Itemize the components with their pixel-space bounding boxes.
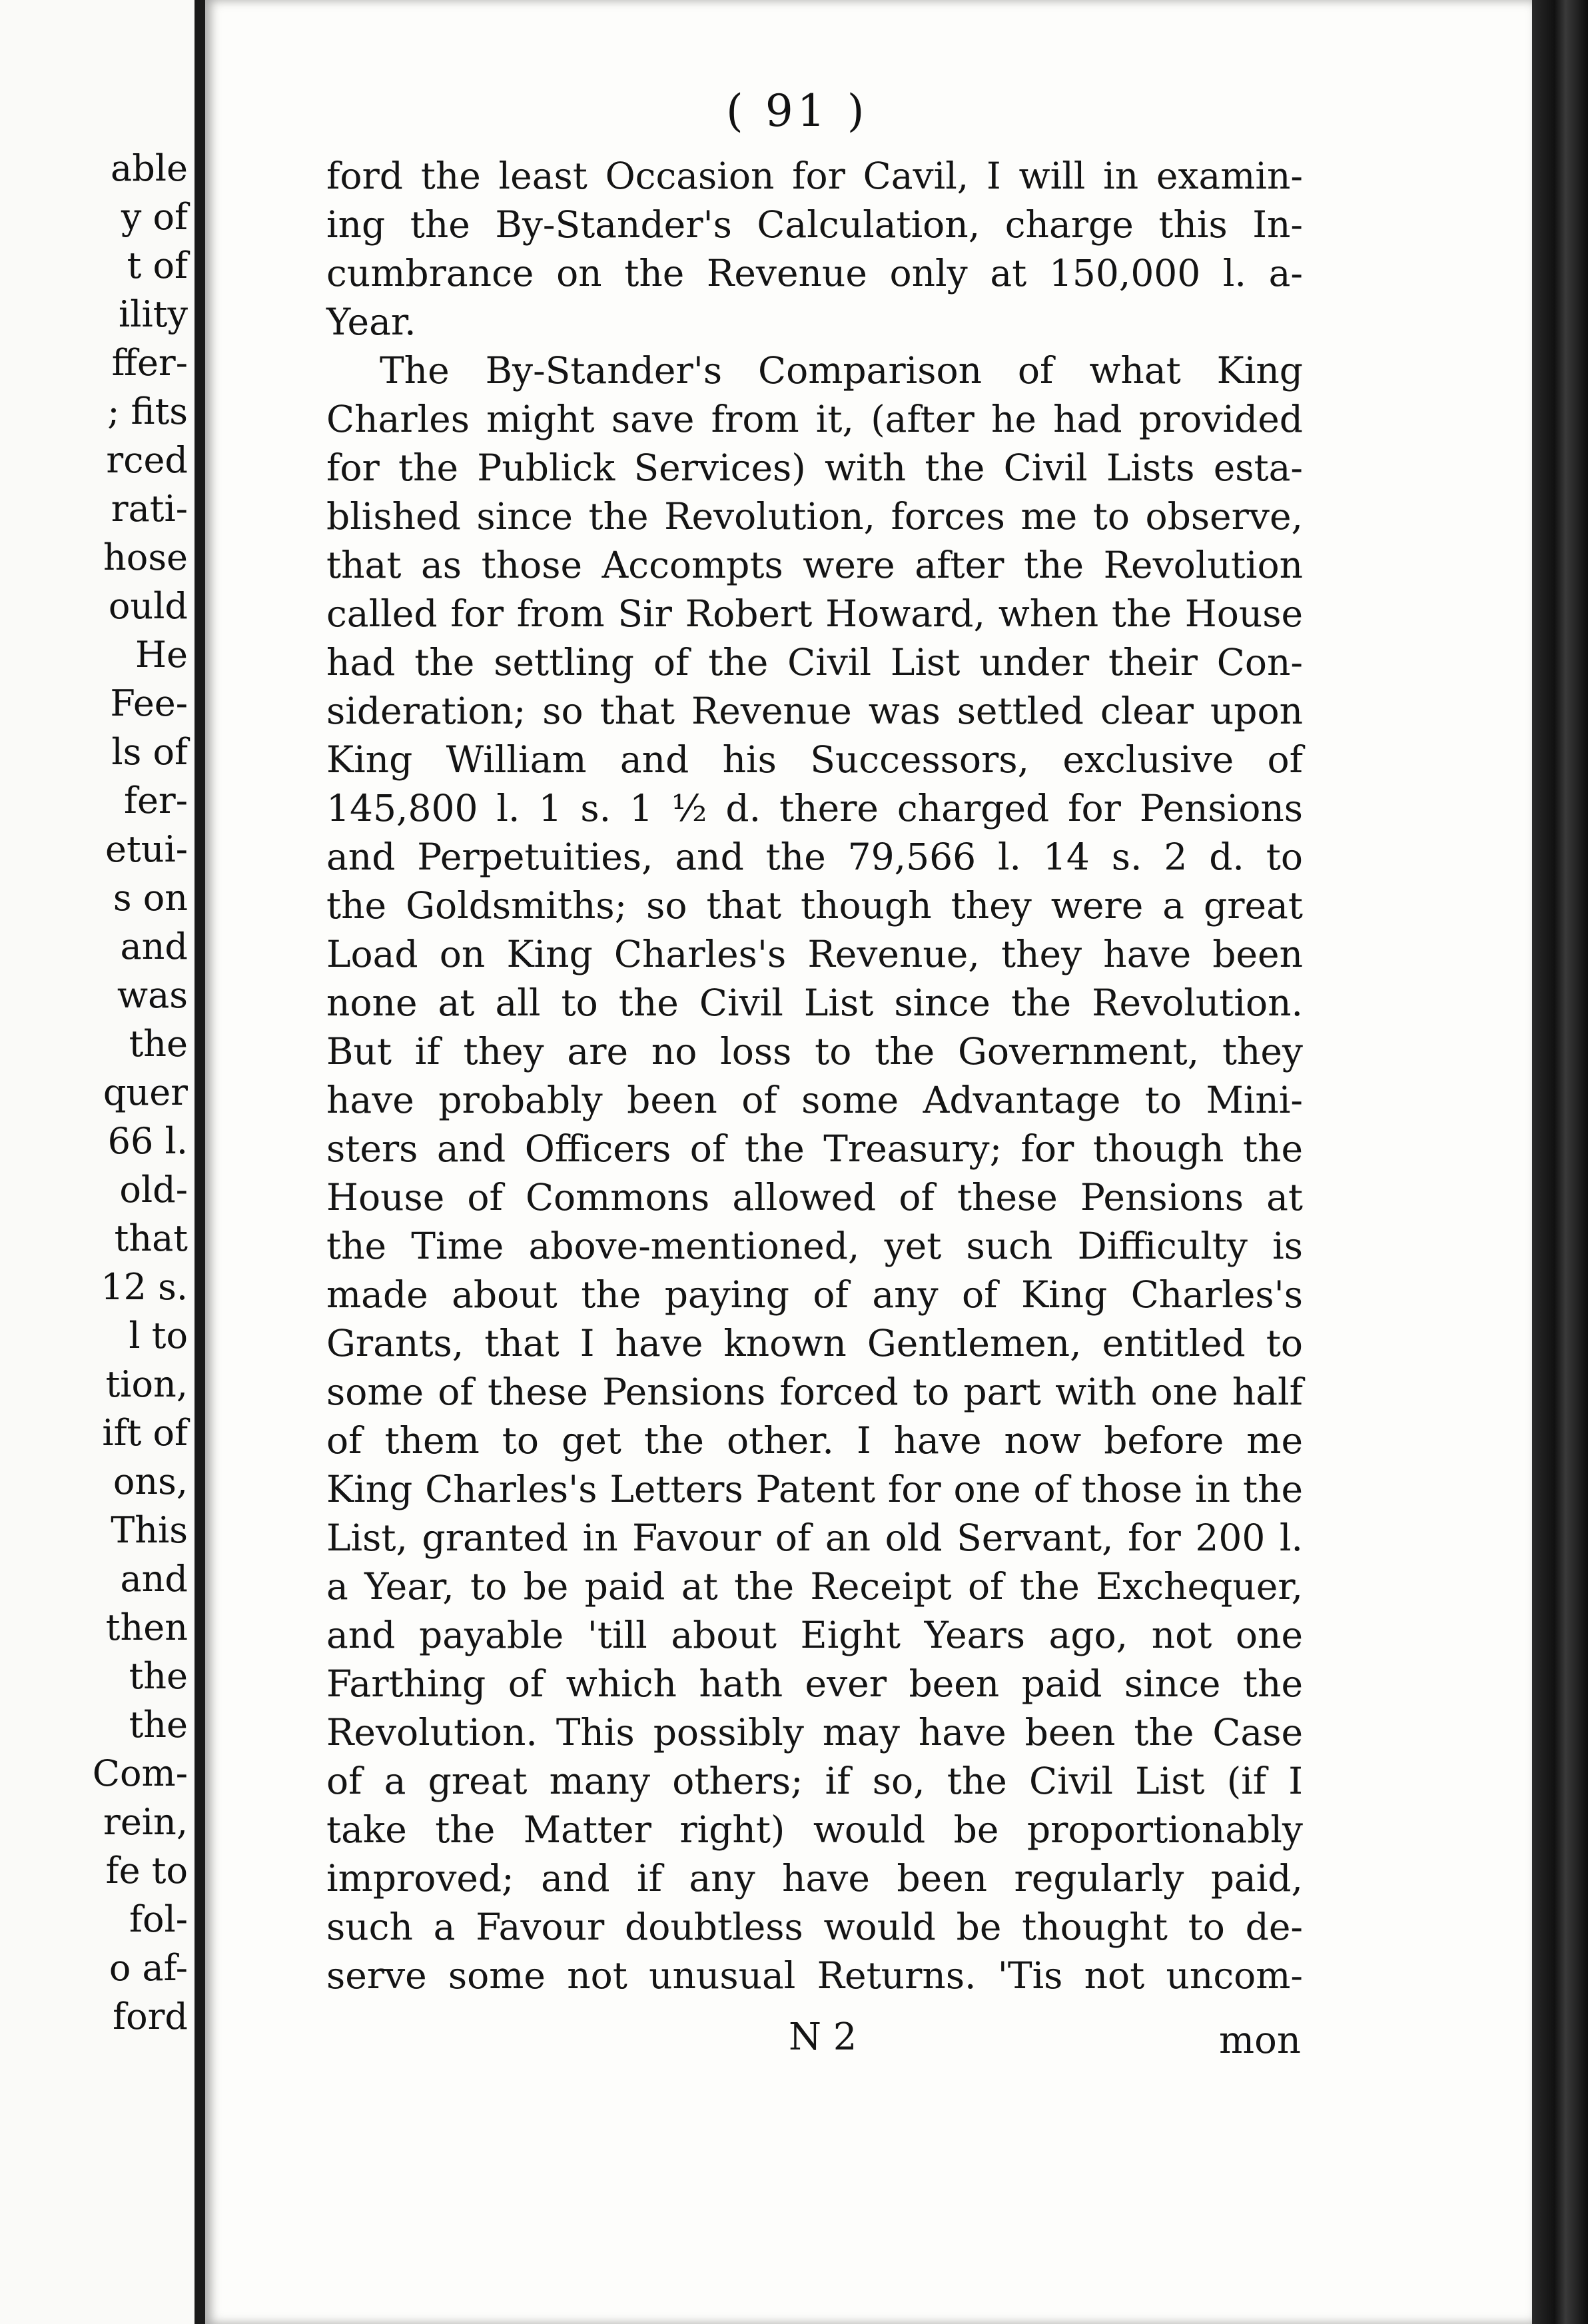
left-page-fragment: fe to <box>105 1850 188 1892</box>
left-page-fragment: ons, <box>113 1460 188 1502</box>
left-page-fragment: He <box>135 634 188 676</box>
text-line: the Goldsmiths; so that though they were a great <box>326 884 1303 927</box>
text-line: none at all to the Civil List since the Revolution. <box>326 981 1303 1024</box>
left-page-fragment: rced <box>106 439 188 481</box>
text-line: 145,800 l. 1 s. 1 ½ d. there charged for Pensions <box>326 787 1303 830</box>
binding-edge <box>1532 0 1588 2324</box>
left-page-fragment: ; fits <box>107 390 188 432</box>
left-page-fragment: tion, <box>105 1363 188 1405</box>
left-page-fragment: ility <box>118 293 188 335</box>
left-page-fragment: old- <box>119 1169 188 1211</box>
text-line: of a great many others; if so, the Civil List (if I <box>326 1760 1303 1802</box>
text-line: List, granted in Favour of an old Servant, for 200 l. <box>326 1516 1303 1559</box>
left-page-fragment: Fee- <box>110 682 188 724</box>
left-page-fragment: y of <box>121 196 188 238</box>
left-page-fragment: Com- <box>92 1752 188 1794</box>
text-line: and payable 'till about Eight Years ago, not one <box>326 1614 1303 1656</box>
left-page-fragment: the <box>129 1704 188 1746</box>
text-line: serve some not unusual Returns. 'Tis not uncom- <box>326 1954 1303 1997</box>
left-page-fragment: rein, <box>103 1801 188 1843</box>
left-page-fragment: ford <box>113 1996 188 2037</box>
text-line: cumbrance on the Revenue only at 150,000 l. a- <box>326 252 1303 294</box>
left-page-fragment: ift of <box>102 1412 188 1454</box>
text-line: King William and his Successors, exclusive of <box>326 738 1303 781</box>
left-page-fragment: then <box>105 1606 188 1648</box>
text-line: take the Matter right) would be proportionably <box>326 1808 1303 1851</box>
text-line: some of these Pensions forced to part with one half <box>326 1371 1303 1413</box>
text-line: called for from Sir Robert Howard, when the House <box>326 592 1303 635</box>
left-page-fragment: quer <box>103 1071 188 1113</box>
left-page-fragment: fer- <box>123 780 188 822</box>
left-page-fragment: 12 s. <box>101 1266 188 1308</box>
left-page-fragment: fol- <box>129 1898 188 1940</box>
book-gutter <box>195 0 205 2324</box>
text-line: Revolution. This possibly may have been the Case <box>326 1711 1303 1754</box>
text-line: Charles might save from it, (after he had provided <box>326 398 1303 440</box>
left-page-edge <box>0 0 195 2324</box>
text-line: have probably been of some Advantage to Mini- <box>326 1079 1303 1121</box>
text-line: for the Publick Services) with the Civil Lists esta- <box>326 446 1303 489</box>
catchword: mon <box>1219 2019 1301 2062</box>
text-line: King Charles's Letters Patent for one of those in the <box>326 1468 1303 1510</box>
left-page-fragment: that <box>114 1217 188 1259</box>
text-line: a Year, to be paid at the Receipt of the Exchequer, <box>326 1565 1303 1608</box>
text-line: House of Commons allowed of these Pensions at <box>326 1176 1303 1219</box>
left-page-fragment: l to <box>129 1315 188 1357</box>
text-line: Grants, that I have known Gentlemen, entitled to <box>326 1322 1303 1365</box>
text-line: sideration; so that Revenue was settled clear upon <box>326 690 1303 732</box>
left-page-fragment: ls of <box>111 731 188 773</box>
left-page-fragment: t of <box>127 245 188 287</box>
text-line: ing the By-Stander's Calculation, charge this In- <box>326 203 1303 246</box>
text-line: such a Favour doubtless would be thought to de- <box>326 1906 1303 1948</box>
signature-mark: N 2 <box>789 2016 857 2059</box>
text-line: and Perpetuities, and the 79,566 l. 14 s. 2 d. to <box>326 836 1303 878</box>
text-line: Farthing of which hath ever been paid since the <box>326 1662 1303 1705</box>
text-line: made about the paying of any of King Charles's <box>326 1273 1303 1316</box>
left-page-fragment: able <box>111 147 188 189</box>
text-line: Year. <box>326 300 416 343</box>
page-number: ( 91 ) <box>726 85 869 137</box>
left-page-fragment: o af- <box>109 1947 188 1989</box>
left-page-fragment: and <box>120 1558 188 1600</box>
left-page-fragment: s on <box>113 877 188 919</box>
left-page-fragment: hose <box>103 536 188 578</box>
left-page-fragment: ould <box>108 585 188 627</box>
text-line: had the settling of the Civil List under their Con- <box>326 641 1303 684</box>
text-line: of them to get the other. I have now before me <box>326 1419 1303 1462</box>
text-line: the Time above-mentioned, yet such Difficulty is <box>326 1225 1303 1267</box>
body-text <box>326 152 1303 2000</box>
text-line: blished since the Revolution, forces me to observe, <box>326 495 1303 538</box>
left-page-fragment: and <box>120 925 188 967</box>
text-line: that as those Accompts were after the Revolution <box>326 544 1303 586</box>
left-page-fragment: This <box>111 1509 188 1551</box>
text-line: sters and Officers of the Treasury; for though the <box>326 1127 1303 1170</box>
left-page-fragment: etui- <box>105 828 188 870</box>
left-page-fragment: the <box>129 1023 188 1065</box>
left-page-fragment: rati- <box>111 488 188 530</box>
left-page-fragment: was <box>117 974 188 1016</box>
left-page-fragment: 66 l. <box>107 1120 188 1162</box>
left-page-fragment: the <box>129 1655 188 1697</box>
text-line: The By-Stander's Comparison of what King <box>380 349 1303 392</box>
text-line: improved; and if any have been regularly paid, <box>326 1857 1303 1900</box>
left-page-fragment: ffer- <box>111 342 188 384</box>
text-line: ford the least Occasion for Cavil, I will in examin- <box>326 155 1303 197</box>
text-line: But if they are no loss to the Government, they <box>326 1030 1303 1073</box>
text-line: Load on King Charles's Revenue, they have been <box>326 933 1303 975</box>
